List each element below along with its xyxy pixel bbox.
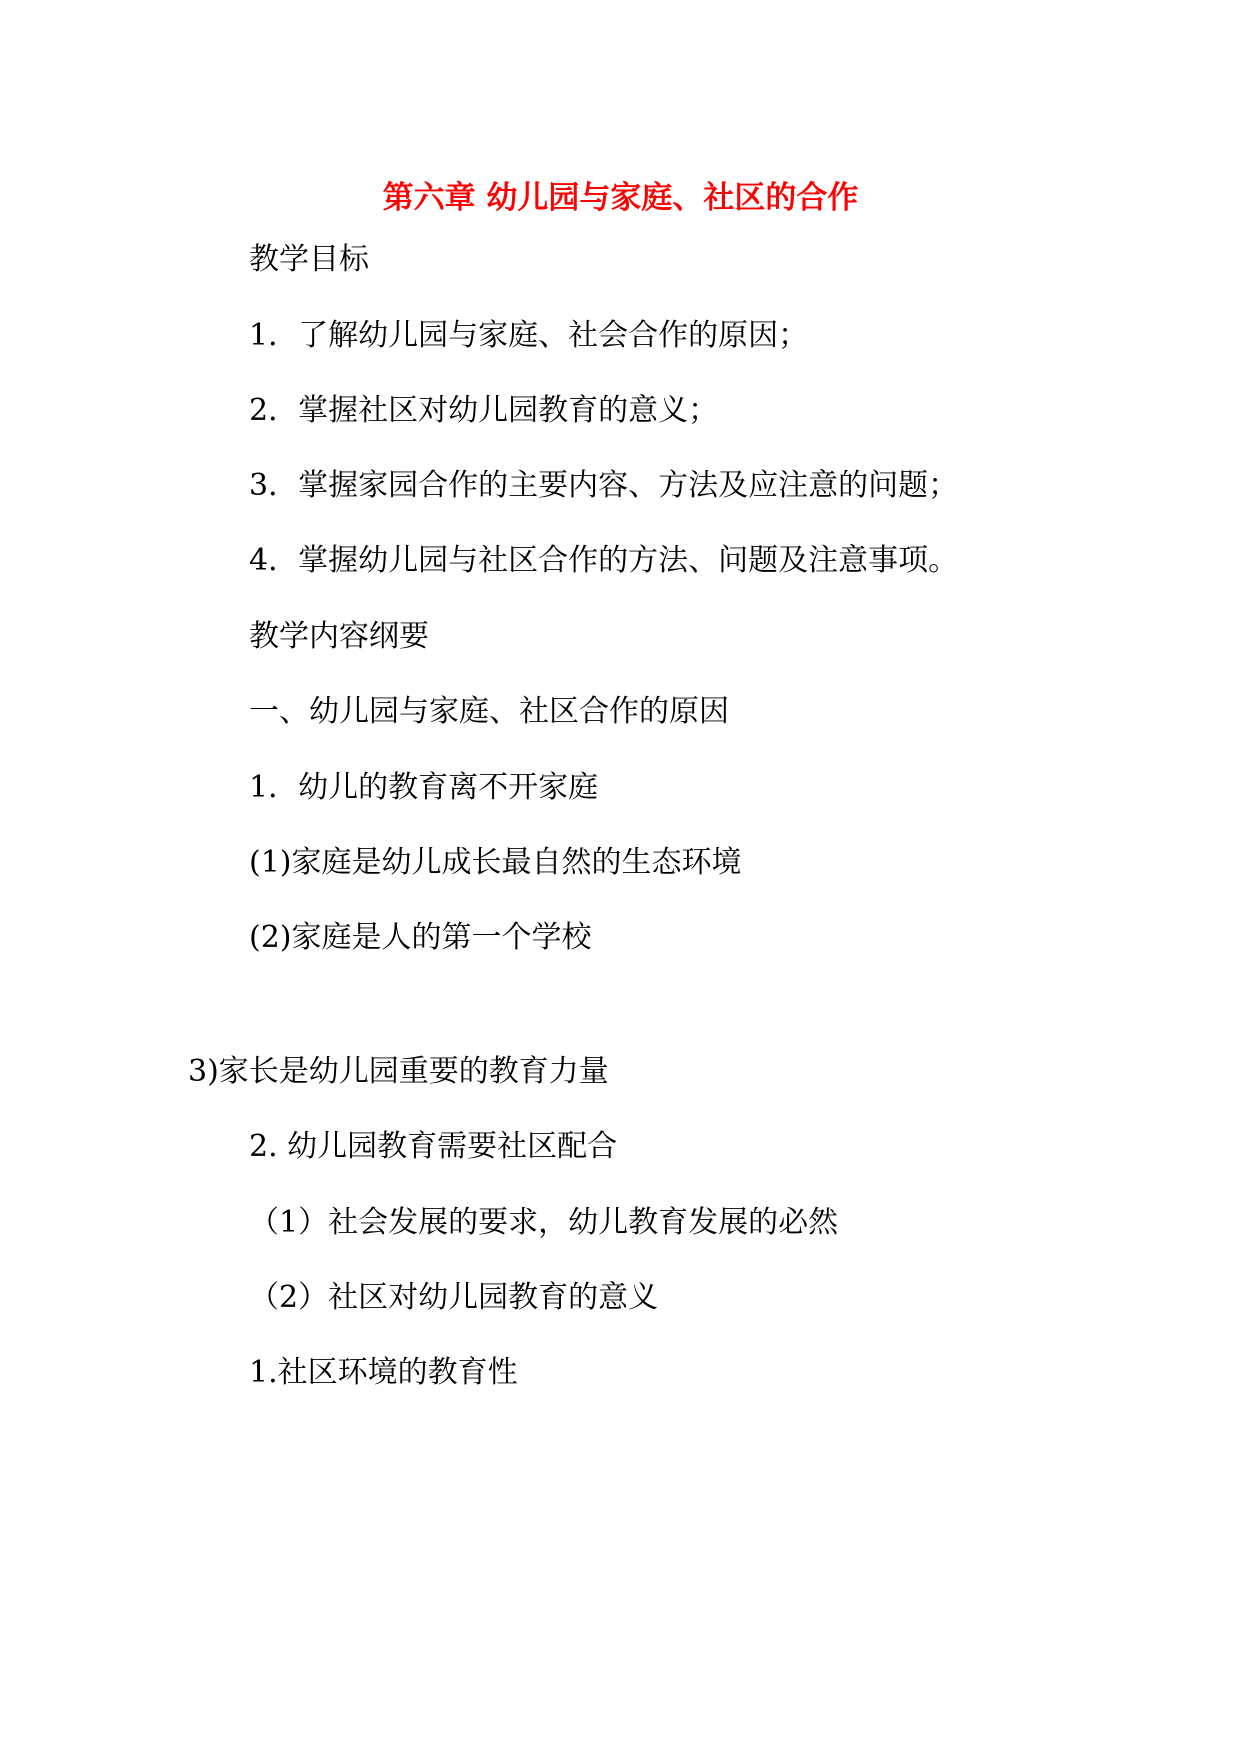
outline-subitem-2: (2)家庭是人的第一个学校 [249,920,592,955]
goal-item-3: 3．掌握家园合作的主要内容、方法及应注意的问题； [249,468,959,503]
outline-item-1: 1．幼儿的教育离不开家庭 [249,770,599,805]
outline-item-2-sub-1: （1）社会发展的要求，幼儿教育发展的必然 [249,1205,839,1240]
outline-item-2-sub-2: （2）社区对幼儿园教育的意义 [249,1280,659,1315]
outline-part-1: 一、幼儿园与家庭、社区合作的原因 [249,694,729,729]
section-heading-outline: 教学内容纲要 [249,619,429,654]
outline-subitem-3: 3)家长是幼儿园重要的教育力量 [188,1054,609,1089]
outline-item-2-sub-2-point-1: 1.社区环境的教育性 [249,1355,518,1390]
chapter-title: 第六章 幼儿园与家庭、社区的合作 [382,180,859,216]
goal-item-1: 1．了解幼儿园与家庭、社会合作的原因； [249,318,809,353]
section-heading-teaching-goals: 教学目标 [249,242,369,277]
outline-subitem-1: (1)家庭是幼儿成长最自然的生态环境 [249,845,742,880]
goal-item-4: 4．掌握幼儿园与社区合作的方法、问题及注意事项。 [249,543,959,578]
goal-item-2: 2．掌握社区对幼儿园教育的意义； [249,393,719,428]
outline-item-2: 2. 幼儿园教育需要社区配合 [249,1129,618,1164]
